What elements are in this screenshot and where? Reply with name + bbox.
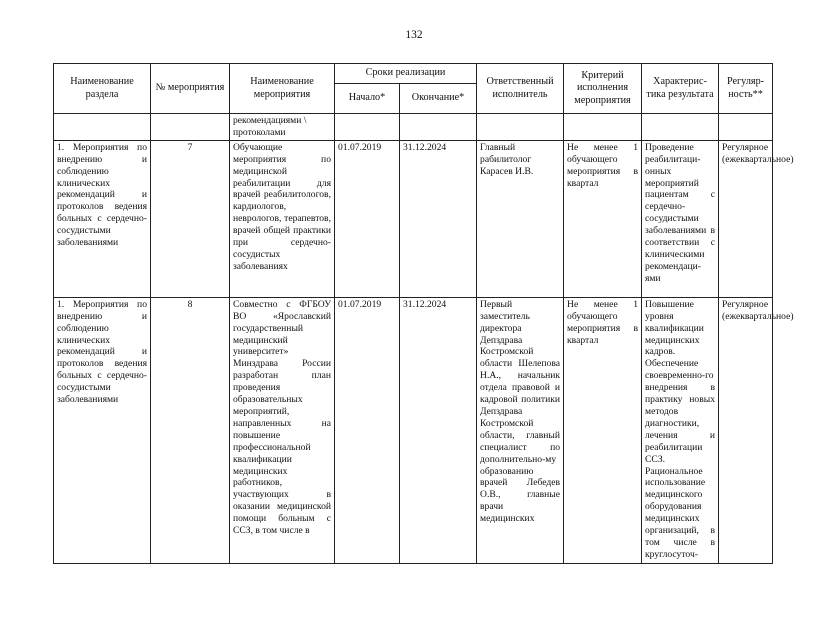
cell-number: 7	[151, 140, 230, 297]
cell-empty	[477, 114, 564, 141]
cell-event-tail: рекомендациями \ протоколами	[230, 114, 335, 141]
cell-criterion: Не менее 1 обучающего мероприятия в квартал	[564, 140, 642, 297]
cell-regularity: Регулярное (ежеквартальное)	[719, 297, 773, 563]
header-start: Начало*	[335, 84, 400, 114]
page-number: 132	[405, 29, 423, 41]
cell-start: 01.07.2019	[335, 297, 400, 563]
cell-empty	[642, 114, 719, 141]
table-row	[54, 140, 773, 297]
header-number: № мероприятия	[151, 64, 230, 114]
table-row-continuation	[54, 114, 773, 141]
cell-empty	[719, 114, 773, 141]
events-table	[53, 63, 794, 564]
cell-event: Совместно с ФГБОУ ВО «Ярославский государственный медицинский университет» Минздрава России разработан план проведения образовательных мероприятий, направленных на повышение профессиональной квалификации медицинских работников, участвующих в оказании медицинской помощи больным с ССЗ, в том числе в	[230, 297, 335, 563]
cell-end: 31.12.2024	[400, 140, 477, 297]
cell-end: 31.12.2024	[400, 297, 477, 563]
cell-empty	[400, 114, 477, 141]
header-end: Окончание*	[400, 84, 477, 114]
cell-event: Обучающие мероприятия по медицинской реабилитации для врачей реабилитологов, кардиологов, неврологов, терапевтов, врачей общей практики при сердечно-сосудистых заболеваниях	[230, 140, 335, 297]
cell-executor: Первый заместитель директора Депздрава Костромской области Шелепова Н.А., начальник отдела правовой и кадровой политики Депздрава Костромской области, главный специалист по дополнительно-му образованию врачей Лебедев О.В., главные врачи медицинских	[477, 297, 564, 563]
header-criterion: Критерий исполнения мероприятия	[564, 64, 642, 114]
header-executor: Ответственный исполнитель	[477, 64, 564, 114]
cell-section: 1. Мероприятия по внедрению и соблюдению клинических рекомендаций и протоколов ведения больных с сердечно-сосудистыми заболеваниями	[54, 297, 151, 563]
cell-section: 1. Мероприятия по внедрению и соблюдению клинических рекомендаций и протоколов ведения больных с сердечно-сосудистыми заболеваниями	[54, 140, 151, 297]
cell-result: Проведение реабилитаци-онных мероприятий пациентам с сердечно-сосудистыми заболеваниями в соответствии с клиническими рекомендаци-ями	[642, 140, 719, 297]
cell-empty	[564, 114, 642, 141]
header-result: Характерис-тика результата	[642, 64, 719, 114]
header-section: Наименование раздела	[54, 64, 151, 114]
cell-regularity: Регулярное (ежеквартальное)	[719, 140, 773, 297]
header-event: Наименование мероприятия	[230, 64, 335, 114]
cell-criterion: Не менее 1 обучающего мероприятия в квартал	[564, 297, 642, 563]
header-regularity: Регуляр-ность**	[719, 64, 773, 114]
cell-result: Повышение уровня квалификации медицинских кадров. Обеспечение своевременно-го внедрения в практику новых методов диагностики, лечения и реабилитации ССЗ. Рациональное использование медицинского оборудования медицинских организаций, в том числе в круглосуточ-	[642, 297, 719, 563]
cell-empty	[151, 114, 230, 141]
table-row	[54, 297, 773, 563]
cell-empty	[335, 114, 400, 141]
cell-number: 8	[151, 297, 230, 563]
cell-empty	[54, 114, 151, 141]
header-period: Сроки реализации	[335, 64, 477, 84]
cell-executor: Главный рабилитолог Карасев И.В.	[477, 140, 564, 297]
cell-start: 01.07.2019	[335, 140, 400, 297]
